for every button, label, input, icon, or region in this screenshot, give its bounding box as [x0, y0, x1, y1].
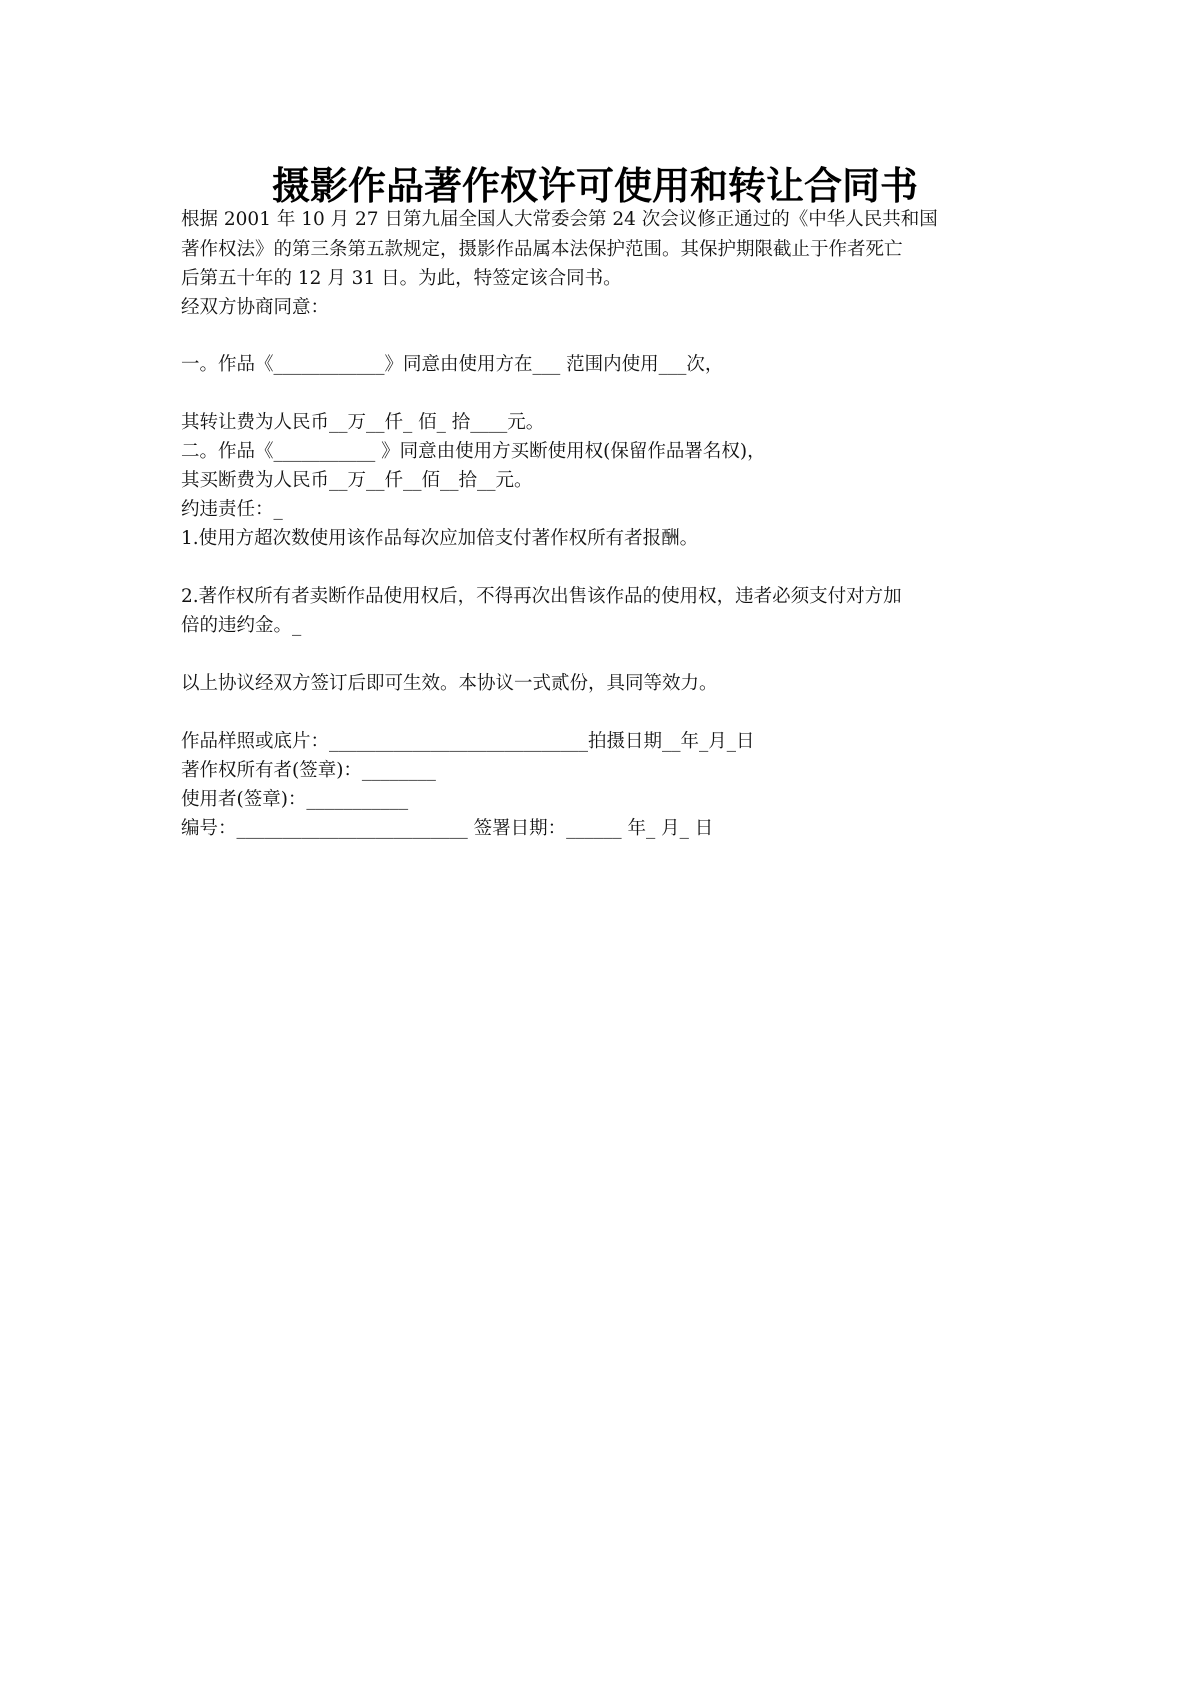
document-title: 摄影作品著作权许可使用和转让合同书 [271, 164, 918, 208]
preamble-line-2: 著作权法》的第三条第五款规定，摄影作品属本法保护范围。其保护期限截止于作者死亡 [181, 239, 903, 260]
preamble-line-3: 后第五十年的 12 月 31 日。为此，特签定该合同书。 [181, 268, 622, 289]
clause-1: 一。作品《____________》同意由使用方在___ 范围内使用___次， [181, 354, 724, 375]
liability-item-2-line-1: 2.著作权所有者卖断作品使用权后，不得再次出售该作品的使用权，违者必须支付对方加 [181, 586, 902, 607]
liability-heading: 约违责任：_ [181, 499, 283, 520]
clause-1-fee: 其转让费为人民币__万__仟_ 佰_ 拾____元。 [181, 412, 545, 433]
liability-item-2-line-2: 倍的违约金。_ [181, 615, 302, 636]
preamble-line-1: 根据 2001 年 10 月 27 日第九届全国人大常委会第 24 次会议修正通过的《中华人民共和国 [181, 209, 938, 230]
clause-2-fee: 其买断费为人民币__万__仟__佰__拾__元。 [181, 470, 533, 491]
serial-number-field: 编号：_________________________ 签署日期：______ 年_ 月_ 日 [181, 818, 714, 839]
copyright-owner-signature-field: 著作权所有者(签章)：________ [181, 760, 436, 781]
sample-photo-field: 作品样照或底片：____________________________拍摄日期__年_月_日 [181, 731, 755, 752]
effect-statement: 以上协议经双方签订后即可生效。本协议一式贰份，具同等效力。 [181, 673, 718, 694]
clause-2: 二。作品《___________ 》同意由使用方买断使用权(保留作品署名权)， [181, 441, 766, 462]
agreement-intro: 经双方协商同意： [181, 297, 330, 318]
liability-item-1: 1.使用方超次数使用该作品每次应加倍支付著作权所有者报酬。 [181, 528, 699, 549]
user-signature-field: 使用者(签章)：___________ [181, 789, 409, 810]
